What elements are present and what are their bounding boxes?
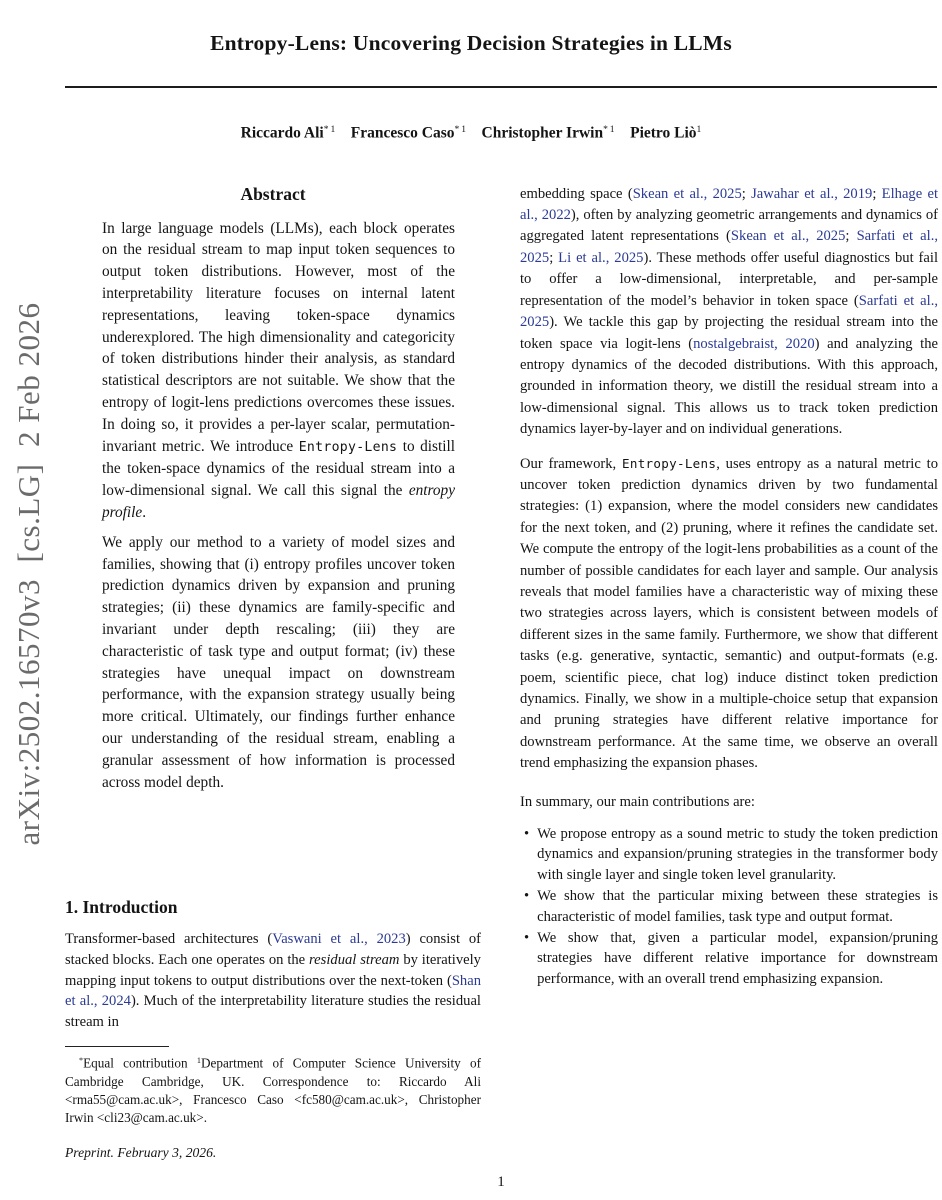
emphasis-text: entropy profile <box>102 482 455 522</box>
citation-link[interactable]: Sarfati et al., 2025 <box>520 292 938 331</box>
bullet-marker: • <box>524 825 530 842</box>
author-name: Riccardo Ali <box>240 124 324 142</box>
contribution-text: We show that, given a particular model, expansion/pruning strategies have different relative importance for downstream performance, with an overall trend emphasizing expansion. <box>537 929 938 988</box>
citation-link[interactable]: Vaswani et al., 2023 <box>272 931 406 947</box>
intro-paragraph <box>65 929 481 1033</box>
author-line <box>0 124 942 142</box>
text-segment: ; <box>845 228 857 245</box>
text-segment: ), often by analyzing geometric arrangements and dynamics of aggregated latent representations ( <box>520 207 938 245</box>
contribution-text: We propose entropy as a sound metric to study the token prediction dynamics and expansion/pruning strategies in the transformer body with single layer and single token level granularity. <box>537 825 938 884</box>
footnote-block <box>65 1046 481 1162</box>
text-segment: ; <box>741 185 752 202</box>
preprint-notice: Preprint. February 3, 2026. <box>65 1144 217 1160</box>
author-name: Christopher Irwin <box>481 124 604 142</box>
author-name: Francesco Caso <box>350 124 455 142</box>
citation-link[interactable]: Elhage et al., 2022 <box>520 185 939 224</box>
contribution-item <box>524 824 938 886</box>
text-segment: . <box>142 504 147 522</box>
left-column <box>65 184 481 1162</box>
citation-link[interactable]: Shan et al., 2024 <box>65 972 481 1010</box>
section-heading-introduction: 1. Introduction <box>65 897 178 917</box>
text-segment: ). Much of the interpretability literature studies the residual stream in <box>65 993 481 1031</box>
text-segment: by iteratively mapping input tokens to output distributions over the next-token ( <box>65 951 481 989</box>
text-segment <box>466 125 482 142</box>
body-paragraph-1 <box>520 184 938 441</box>
paper-title: Entropy-Lens: Uncovering Decision Strategies in LLMs <box>210 31 732 55</box>
superscript-marker: 1 <box>696 124 702 136</box>
text-segment: ). We tackle this gap by projecting the residual stream into the token space via logit-lens ( <box>520 314 938 352</box>
text-segment <box>615 125 631 142</box>
text-segment: ) and analyzing the entropy dynamics of the decoded distributions. With this approach, grounded in information theory, we distill the residual stream into a low-dimensional signal. This allows us to track token prediction dynamics layer-by-layer and on individual generations. <box>520 335 938 438</box>
superscript-marker: * 1 <box>323 124 336 136</box>
page-number: 1 <box>497 1174 505 1190</box>
text-segment: ) consist of stacked blocks. Each one operates on the <box>65 931 481 968</box>
citation-link[interactable]: Li et al., 2025 <box>558 249 644 266</box>
citation-link[interactable]: Skean et al., 2025 <box>730 228 846 245</box>
text-segment: ). These methods offer useful diagnostics but fail to offer a low-dimensional, interpretable, and per-sample representation of the model’s behavior in token space ( <box>520 249 938 309</box>
superscript-marker: * 1 <box>603 124 615 136</box>
introduction-section <box>65 897 481 1162</box>
superscript-marker: * 1 <box>454 124 467 136</box>
contribution-text: We show that the particular mixing between these strategies is characteristic of model families, task type and output format. <box>537 888 938 925</box>
citation-link[interactable]: Sarfati et al., 2025 <box>520 228 939 266</box>
abstract-paragraph-1 <box>102 218 455 524</box>
contributions-lead: In summary, our main contributions are: <box>520 793 755 810</box>
text-segment: , uses entropy as a natural metric to uncover token prediction dynamics driven by two fundamental strategies: (1) expansion, where the model considers new candidates for the next token, and (2) pruning, where it refines the candidate set. We compute the entropy of the logit-lens probabilities as a count of the number of possible candidates for each layer and sample. Our analysis reveals that model families have a characteristic way of mixing these two strategies across layers, which is consistent between models of different sizes in the same family. Furthermore, we show that different tasks (e.g. generative, syntactic, semantic) and output-formats (e.g. poem, scientific piece, chat log) induce distinct token prediction dynamics. Finally, we show in a multiple-choice setup that expansion and pruning strategies have different relative importance for downstream performance. At the same time, we observe an overall trend emphasizing the expansion phases. <box>520 455 938 772</box>
two-column-layout <box>0 184 942 1162</box>
emphasis-text: residual stream <box>309 951 400 968</box>
text-segment: In large language models (LLMs), each block operates on the residual stream to map input token sequences to output token distributions. However, most of the interpretability literature focuses on internal latent representations, leaving token-space dynamics underexplored. The high dimensionality and categoricity of token distributions hinder their analysis, as standard statistical descriptors are not suitable. We show that the entropy of logit-lens predictions overcomes these issues. In doing so, it provides a per-layer scalar, permutation-invariant metric. We introduce <box>102 219 455 455</box>
text-segment: embedding space ( <box>520 185 633 202</box>
text-segment: Transformer-based architectures ( <box>65 931 273 947</box>
text-segment: We apply our method to a variety of model sizes and families, showing that (i) entropy profiles uncover token prediction dynamics driven by expansion and pruning strategies; (ii) these dynamics are family-specific and invariant under depth rescaling; (iii) they are characteristic of task type and output format; (iv) these strategies have unequal impact on downstream performance, with the expansion strategy usually being more critical. Ultimately, our findings further enhance our understanding of the residual stream, enabling a granular assessment of how information is processed across model depth. <box>102 533 455 791</box>
contribution-item <box>524 886 938 928</box>
bullet-marker: • <box>524 888 530 905</box>
superscript-marker: 1 <box>196 1056 201 1066</box>
title-rule <box>65 86 937 88</box>
text-segment: ; <box>549 249 559 266</box>
arxiv-watermark: arXiv:2502.16570v3 [cs.LG] 2 Feb 2026 <box>11 302 46 846</box>
author-name: Pietro Liò <box>630 124 697 142</box>
footnote-rule <box>65 1046 169 1047</box>
text-segment: Equal contribution <box>83 1055 197 1071</box>
contribution-item <box>524 928 938 990</box>
text-segment: Department of Computer Science University of Cambridge Cambridge, UK. Correspondence to: Riccardo Ali <rma55@cam.ac.uk>, Francesco Caso <fc580@cam.ac.uk>, Christopher Irwin <cli23@cam.ac.uk>. <box>65 1055 481 1125</box>
bullet-marker: • <box>524 929 530 946</box>
text-segment <box>335 125 351 142</box>
inline-code: Entropy-Lens <box>621 455 717 471</box>
superscript-marker: * <box>79 1056 84 1066</box>
text-segment: Our framework, <box>520 455 622 472</box>
abstract-paragraph-2 <box>102 532 455 794</box>
contributions-list <box>520 824 938 990</box>
text-segment: ; <box>872 185 882 202</box>
citation-link[interactable]: Skean et al., 2025 <box>632 185 742 202</box>
citation-link[interactable]: nostalgebraist, 2020 <box>693 335 815 352</box>
inline-code: Entropy-Lens <box>298 439 398 455</box>
abstract-body <box>102 218 455 794</box>
body-paragraph-2 <box>520 453 938 775</box>
text-segment: to distill the token-space dynamics of the residual stream into a low-dimensional signal. We call this signal the <box>102 437 455 500</box>
footnote-text <box>65 1052 481 1127</box>
abstract-heading: Abstract <box>240 183 306 204</box>
citation-link[interactable]: Jawahar et al., 2019 <box>751 185 873 202</box>
right-column <box>520 184 938 1162</box>
